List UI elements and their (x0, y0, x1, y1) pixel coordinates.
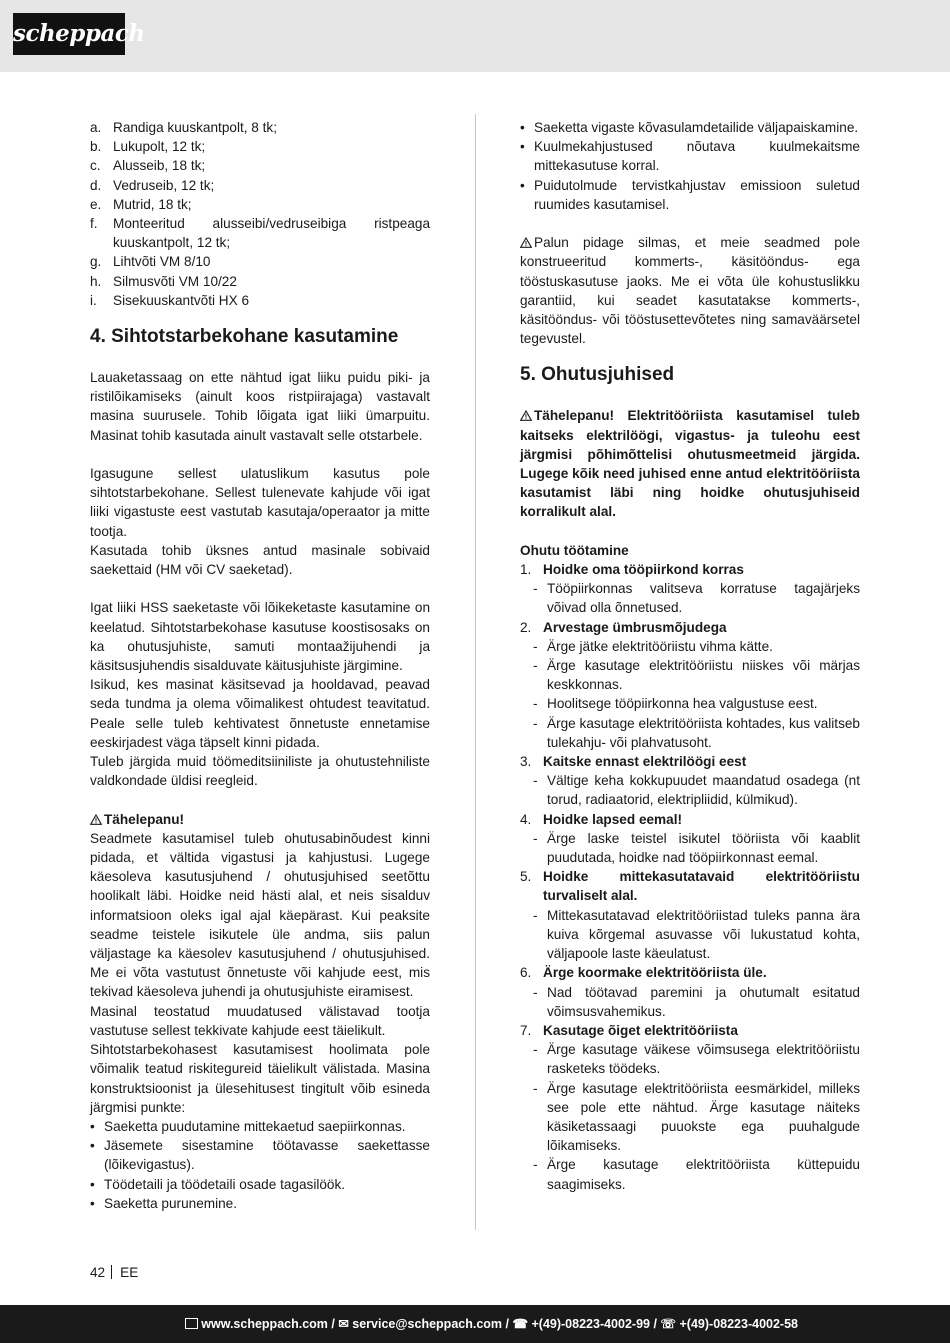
scheppach-logo: scheppach (13, 13, 125, 55)
paragraph: Lauaketassaag on ette nähtud igat liiku puidu piki- ja ristilõikamiseks (ainult koos ristpiirajaga) vastavalt masina suurusele. Tohib lõigata igat liiki ümarpuitu. Masinat tohib kasutada ainult vastavalt selle otstarbele. (90, 370, 430, 443)
list-item: c. Alusseib, 18 tk; (90, 158, 206, 174)
list-item: - Vältige keha kokkupuudet maandatud osadega (nt torud, radiaatorid, elektripliidid, külmikud). (533, 773, 860, 808)
safety-sub-list (520, 771, 860, 809)
safety-item-title: 6. Ärge koormake elektritööriista üle. (520, 965, 767, 981)
list-item: • Saeketta purunemine. (90, 1195, 238, 1211)
safety-item (520, 560, 860, 579)
list-item: • Puidutolmude tervistkahjustav emissioon suletud ruumides kasutamisel. (520, 177, 860, 212)
page-number: 42 (90, 1265, 106, 1280)
section-5-heading: 5. Ohutusjuhised (520, 364, 675, 386)
safety-sub-list (520, 1040, 860, 1194)
paragraph: Seadmete kasutamisel tuleb ohutusabinõudest kinni pidada, et vältida vigastusi ja kahjustusi. Lugege käesoleva kasutusjuhend / ohutusjuhised seetõttu hoolikalt läbi. Hoidke neid hästi alal, et neis sisalduv informatsioon oleks igal ajal käepärast. Kui peaksite seadme teistele isikutele üle andma, siis palun väljastage ka käesolev kasutusjuhend / ohutusjuhised. Me ei võta vastutust õnnetuste või kahjude eest, mis tekivad käesoleva juhendi ja ohutusjuhiste eiramisest. (90, 830, 430, 1000)
list-item: i. Sisekuuskantvõti HX 6 (90, 292, 250, 308)
page-footer (90, 1265, 138, 1280)
safety-item (520, 963, 860, 982)
safety-item (520, 867, 860, 905)
paragraph: Igat liiki HSS saeketaste või lõikeketaste kasutamine on keelatud. Sihtotstarbekohase kasutuse koostisosaks on ka ohutusjuhiste, samuti montaažijuhendi ja käsitsusjuhendis sisalduvate käitusjuhiste järgimine. (90, 600, 430, 674)
list-item: e. Mutrid, 18 tk; (90, 196, 192, 212)
paragraph: Kasutada tohib üksnes antud masinale sobivaid saekettaid (HM või CV saeketad). (90, 542, 430, 578)
safety-sub-list (520, 579, 860, 617)
language-code: EE (120, 1265, 139, 1280)
page-header (0, 0, 950, 72)
contact-bar (0, 1305, 950, 1343)
warning-icon (520, 237, 532, 248)
section-4-heading: 4. Sihtotstarbekohane kasutamine (90, 326, 399, 348)
risk-list (90, 1117, 430, 1213)
risk-list-continued (520, 118, 860, 214)
list-item: - Ärge kasutage elektritööriista küttepuidu saagimiseks. (533, 1157, 860, 1192)
list-item: g. Lihtvõti VM 8/10 (90, 254, 211, 270)
list-item: f. Monteeritud alusseibi/vedruseibiga ristpeaga kuuskantpolt, 12 tk; (90, 216, 430, 251)
safety-item-title: 1. Hoidke oma tööpiirkond korras (520, 562, 744, 578)
safety-item-title: 4. Hoidke lapsed eemal! (520, 811, 683, 827)
right-column (520, 118, 860, 1194)
safety-sub-list (520, 906, 860, 964)
safety-item-title: 2. Arvestage ümbrusmõjudega (520, 619, 727, 635)
safety-sub-list (520, 983, 860, 1021)
safety-item (520, 1021, 860, 1040)
safety-item (520, 810, 860, 829)
list-item: h. Silmusvõti VM 10/22 (90, 273, 237, 289)
paragraph: Igasugune sellest ulatuslikum kasutus pole sihtotstarbekohane. Sellest tulenevate kahjude või igat liiki vigastuste eest vastutab kasutaja/operaator ja mitte tootja. (90, 466, 430, 539)
list-item: - Hoolitsege tööpiirkonna hea valgustuse eest. (533, 696, 818, 712)
list-item: - Ärge laske teistel isikutel tööriista või kaablit puudutada, hoidke nad tööpiirkonnast eemal. (533, 830, 860, 866)
safety-items (520, 560, 860, 1194)
paragraph: Sihtotstarbekohasest kasutamisest hoolimata pole võimalik teatud riskitegureid täielikult välistada. Masina konstruktsioonist ja ülesehitusest tingitult võib esineda järgmisi punkte: (90, 1042, 430, 1115)
list-item: • Kuulmekahjustused nõutava kuulmekaitsme mittekasutuse korral. (520, 139, 860, 174)
list-item: - Ärge kasutage elektritööriistu niiskes või märjas keskkonnas. (533, 658, 860, 693)
monitor-icon (185, 1318, 198, 1329)
safety-sub-list (520, 637, 860, 752)
safety-item (520, 752, 860, 771)
list-item: d. Vedruseib, 12 tk; (90, 177, 215, 193)
list-item: - Tööpiirkonnas valitseva korratuse tagajärjeks võivad olla õnnetused. (533, 581, 860, 616)
list-item: • Jäsemete sisestamine töötavasse saekettasse (lõikevigastus). (90, 1138, 430, 1173)
list-item: • Töödetaili ja töödetaili osade tagasilöök. (90, 1176, 346, 1192)
list-item: • Saeketta vigaste kõvasulamdetailide väljapaiskamine. (520, 120, 859, 135)
safety-item (520, 618, 860, 637)
warning-heading: Tähelepanu! (90, 810, 430, 829)
warning-icon (90, 814, 102, 825)
safety-sub-list (520, 829, 860, 867)
safety-item-title: 3. Kaitske ennast elektrilöögi eest (520, 754, 747, 770)
list-item: - Ärge jätke elektritööriistu vihma kätte. (533, 638, 773, 654)
column-divider (475, 114, 476, 1230)
list-item: - Nad töötavad paremini ja ohutumalt esitatud võimsusvahemikus. (533, 984, 860, 1019)
subsection-title: Ohutu töötamine (520, 542, 629, 558)
list-item: - Mittekasutatavad elektritööriistad tuleks panna ära kuiva kõrgemal asuvasse või lukustatud kohta, väljapoole laste käeulatust. (533, 907, 860, 962)
warning-paragraph: Tähelepanu! Elektritööriista kasutamisel tuleb kaitseks elektrilöögi, vigastus- ja tuleohu eest järgmisi põhimõttelisi ohutusmeetmeid järgida. Lugege kõik need juhised enne antud elektritööriista kasutamist läbi ning hoidke ohutusjuhiseid korralikult alal. (520, 408, 860, 520)
note-paragraph: Palun pidage silmas, et meie seadmed pole konstrueeritud kommerts-, käsitööndus- ega tööstuskasutuse jaoks. Me ei võta üle kohustuslikku garantiid, kui seadet kasutatakse kommerts-, käsitööndus- või tööstusettevõtetes ning samaväärsetel tegevustel. (520, 235, 860, 347)
list-item: - Ärge kasutage väikese võimsusega elektritööriistu rasketeks töödeks. (533, 1042, 860, 1077)
safety-item-title: 5. Hoidke mittekasutatavaid elektritööriistu turvaliselt alal. (520, 869, 860, 904)
list-item: • Saeketta puudutamine mittekaetud saepiirkonnas. (90, 1118, 406, 1134)
list-item: b. Lukupolt, 12 tk; (90, 139, 206, 155)
list-item: a. Randiga kuuskantpolt, 8 tk; (90, 120, 277, 135)
safety-item-title: 7. Kasutage õiget elektritööriista (520, 1022, 738, 1038)
paragraph: Isikud, kes masinat käsitsevad ja hooldavad, peavad seda tundma ja olema võimalikest ohtudest teavitatud. Peale selle tuleb kehtivatest õnnetuste ennetamise eeskirjadest väga täpselt kinni pidada. (90, 677, 430, 750)
parts-list (90, 118, 430, 310)
list-item: - Ärge kasutage elektritööriista eesmärkidel, milleks see pole ette nähtud. Ärge kasutage näiteks käsiketassaagi puuokste ega puuhalgude lõikamiseks. (533, 1080, 860, 1154)
paragraph: Masinal teostatud muudatused välistavad tootja vastutuse sellest tekkivate kahjude eest täielikult. (90, 1003, 430, 1038)
warning-icon (520, 410, 532, 421)
left-column (90, 118, 430, 1213)
list-item: - Ärge kasutage elektritööriista kohtades, kus valitseb tulekahju- või plahvatusoht. (533, 715, 860, 750)
contact-info: www.scheppach.com / ✉ service@scheppach.com / ☎ +(49)-08223-4002-99 / ☏ +(49)-08223-4002-58 (185, 1316, 798, 1331)
paragraph: Tuleb järgida muid töömeditsiiniliste ja ohutustehniliste valdkondade üldisi reegleid. (90, 754, 430, 789)
